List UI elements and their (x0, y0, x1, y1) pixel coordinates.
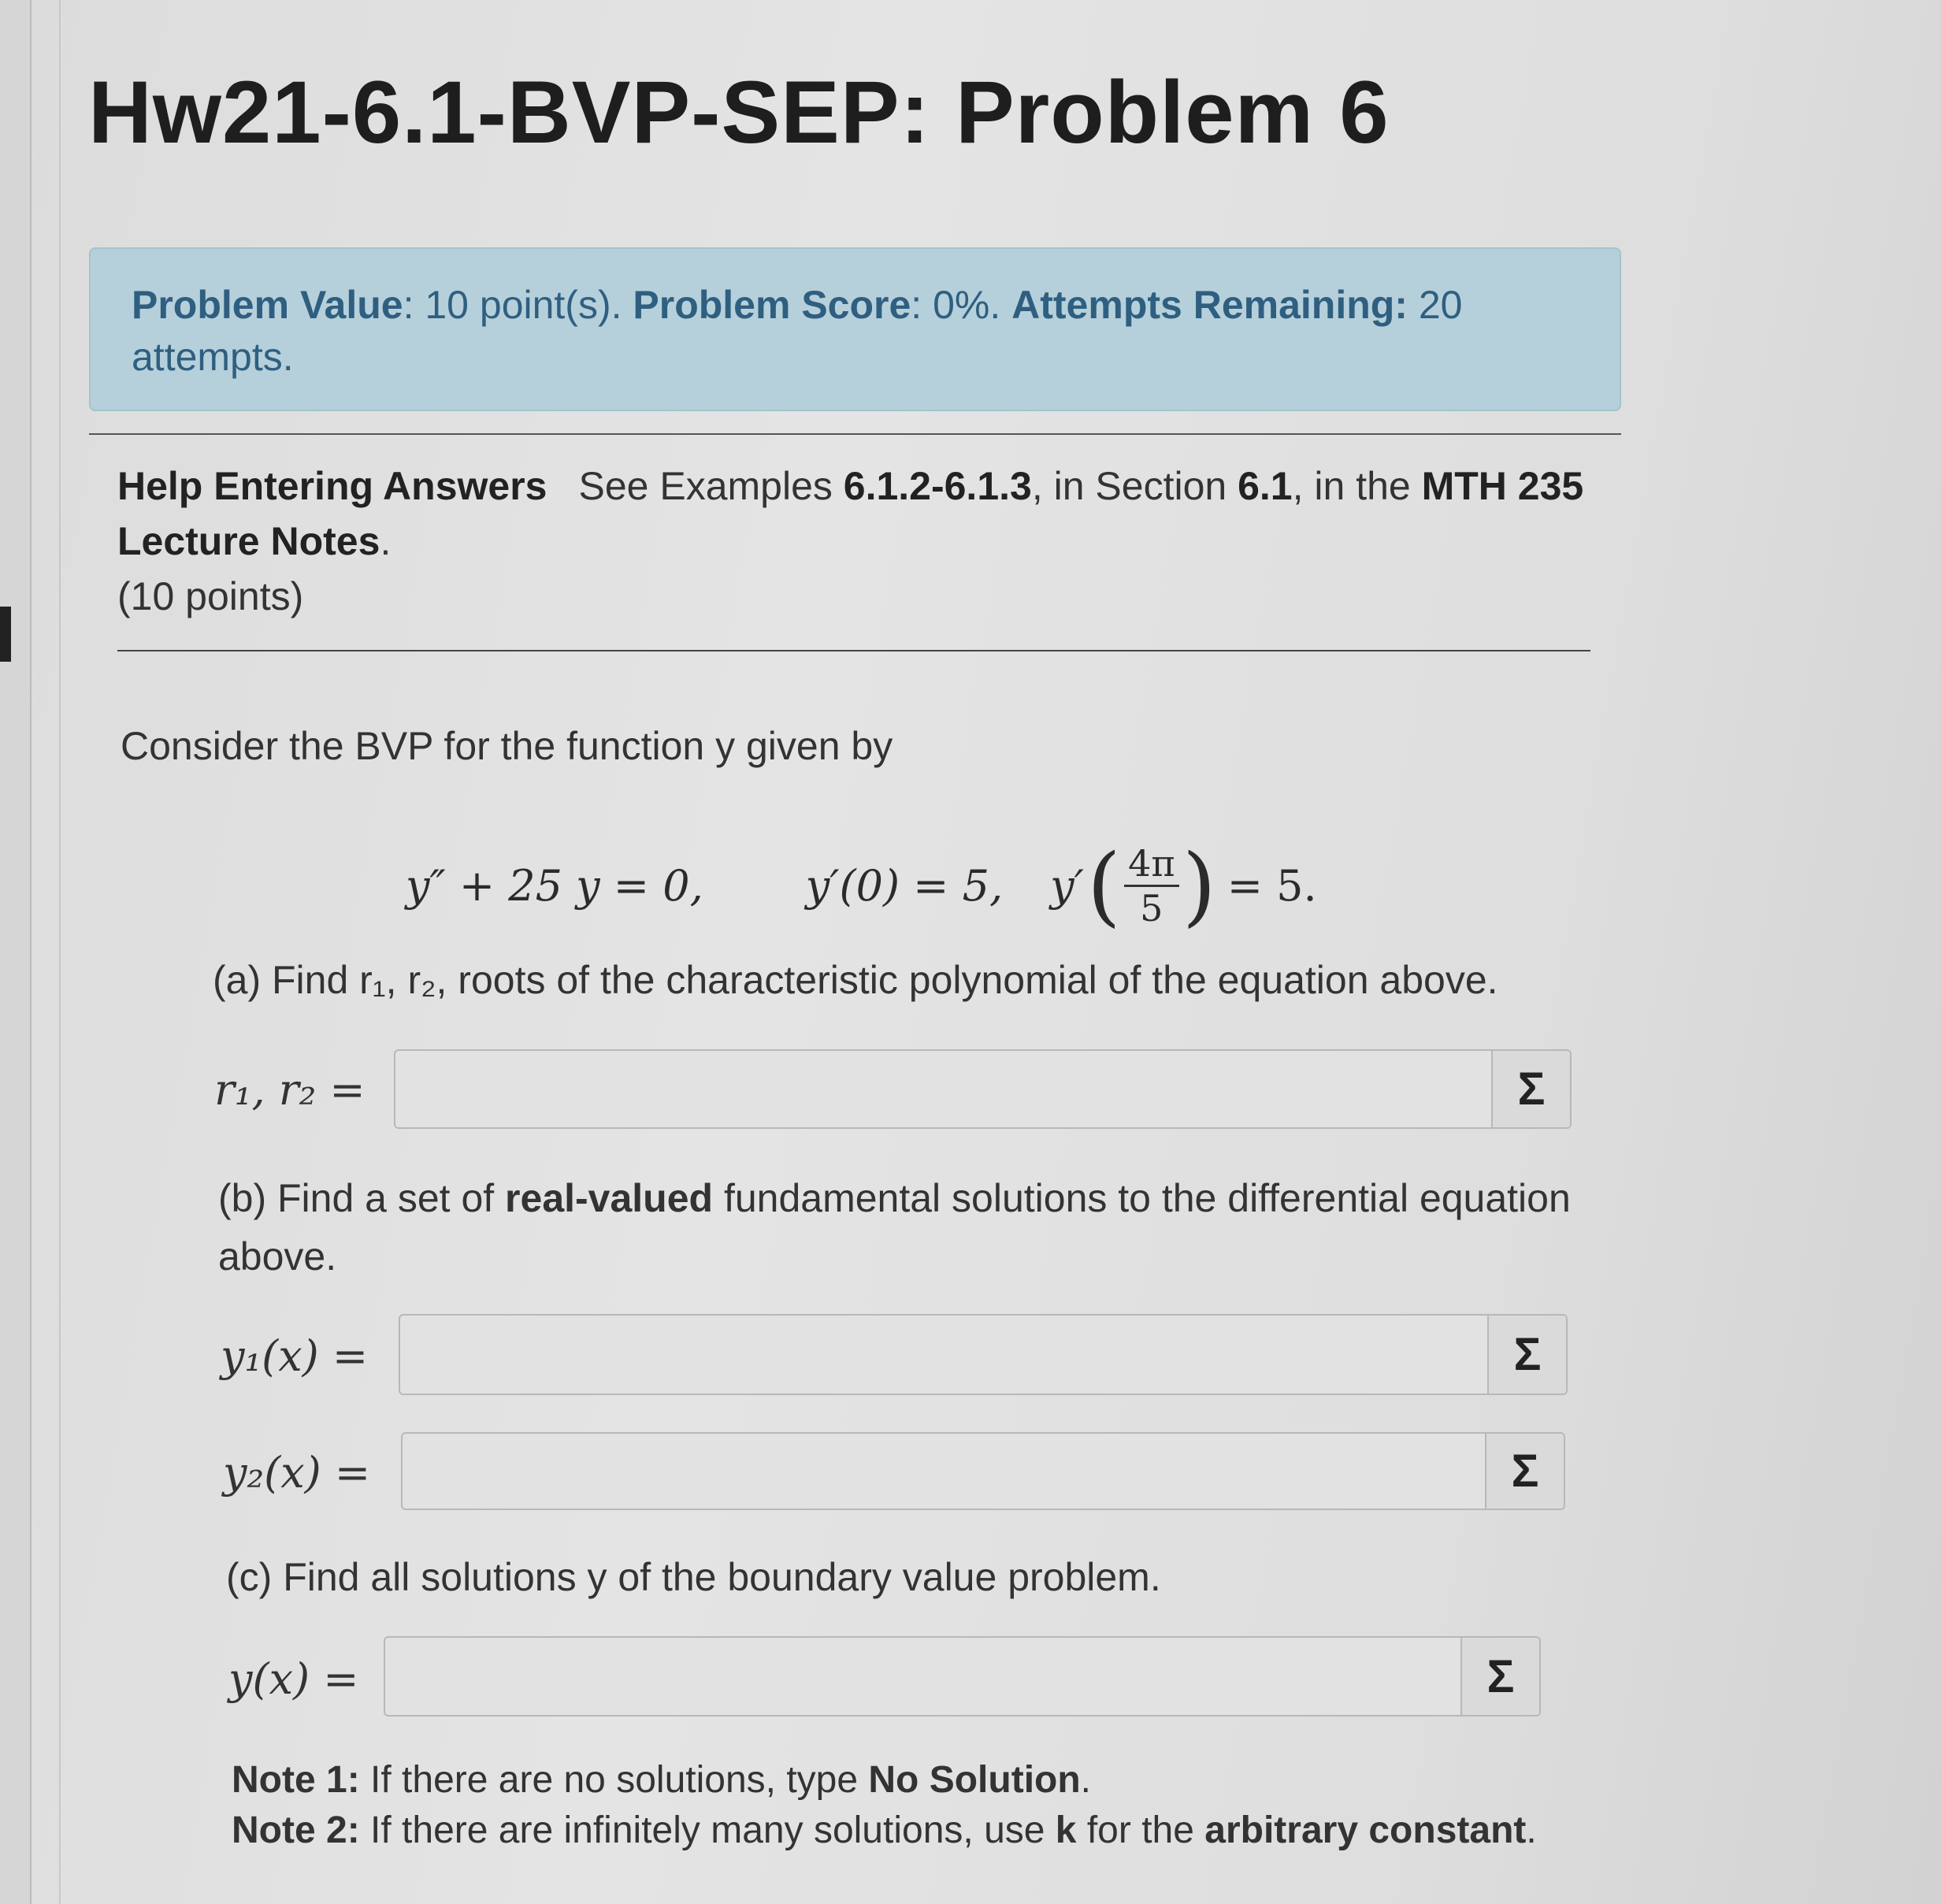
equation-editor-button[interactable] (1487, 1316, 1566, 1394)
y1-input[interactable] (399, 1314, 1568, 1395)
help-text: , in Section (1031, 464, 1238, 508)
divider (89, 433, 1621, 435)
text: . (1526, 1809, 1537, 1851)
help-entering-answers-link[interactable]: Help Entering Answers (117, 464, 547, 508)
boundary-condition-2-prefix: y′ (1050, 860, 1084, 911)
equation-editor-button[interactable] (1485, 1434, 1564, 1509)
note-1 (232, 1758, 1091, 1802)
points: (10 points) (117, 574, 304, 618)
text: If there are no solutions, type (359, 1759, 869, 1801)
part-a-question: (a) Find r₁, r₂, roots of the characteristic polynomial of the equation above. (213, 958, 1498, 1002)
numerator: 4π (1128, 841, 1175, 885)
page-title: Hw21-6.1-BVP-SEP: Problem 6 (88, 63, 1390, 161)
problem-intro: Consider the BVP for the function y given by (121, 724, 893, 768)
boundary-condition-2-value: = 5. (1227, 860, 1317, 911)
text: . (1080, 1759, 1092, 1801)
section-ref: 6.1 (1238, 464, 1293, 508)
note-label: Note 1: (232, 1759, 360, 1801)
note-label: Note 2: (232, 1809, 360, 1851)
y-label: y(x) = (228, 1654, 359, 1704)
help-section (117, 458, 1598, 624)
bold-text: k (1055, 1809, 1077, 1851)
lecture-notes-ref: MTH 235 Lecture Notes (117, 464, 1584, 563)
bold-text: No Solution (868, 1759, 1081, 1801)
fraction (1124, 842, 1179, 930)
sigma-icon: Σ (1513, 1329, 1542, 1380)
ode: y″ + 25 y = 0, (406, 860, 703, 911)
sigma-icon: Σ (1517, 1063, 1546, 1115)
sigma-icon: Σ (1511, 1446, 1539, 1497)
help-text: , in the (1292, 464, 1422, 508)
equation-editor-button[interactable] (1460, 1638, 1539, 1715)
sigma-icon: Σ (1486, 1650, 1515, 1702)
divider (117, 650, 1590, 651)
roots-input[interactable] (394, 1049, 1572, 1129)
attempts: 20 attempts. (132, 283, 1463, 379)
text: for the (1076, 1809, 1205, 1851)
attempts-label: Attempts Remaining: (1011, 283, 1408, 327)
bvp-equation: y″ + 25 y = 0, y′(0) = 5, y′ ( 4π 5 ) = 5. (406, 835, 1317, 936)
y1-label: y₁(x) = (221, 1331, 369, 1381)
r-label: r₁, r₂ = (214, 1065, 366, 1115)
sidebar-marker (0, 607, 11, 662)
text: If there are infinitely many solutions, use (359, 1809, 1056, 1851)
page-border (59, 0, 61, 1904)
help-text: . (380, 519, 392, 563)
note-2 (232, 1809, 1537, 1852)
bold-text: real-valued (505, 1176, 714, 1220)
y2-input[interactable] (401, 1432, 1565, 1510)
score-label: Problem Score (633, 283, 911, 327)
text: (b) Find a set of (218, 1176, 506, 1220)
examples-ref: 6.1.2-6.1.3 (843, 464, 1032, 508)
y-solution-input[interactable] (384, 1636, 1541, 1717)
text: fundamental solutions to the differential equation above. (218, 1176, 1571, 1279)
boundary-condition-1: y′(0) = 5, (805, 860, 1004, 911)
denominator: 5 (1140, 886, 1163, 930)
part-b-question (218, 1169, 1573, 1286)
value-label: Problem Value (132, 283, 403, 327)
problem-info-box (89, 247, 1621, 411)
left-sidebar-edge (0, 0, 32, 1904)
equation-editor-button[interactable] (1491, 1051, 1570, 1127)
help-text: See Examples (578, 464, 844, 508)
part-c-question: (c) Find all solutions y of the boundary value problem. (226, 1555, 1161, 1599)
value: : 10 point(s). (403, 283, 633, 327)
score: : 0%. (911, 283, 1012, 327)
y2-label: y₂(x) = (223, 1448, 371, 1498)
bold-text: arbitrary constant (1204, 1809, 1527, 1851)
